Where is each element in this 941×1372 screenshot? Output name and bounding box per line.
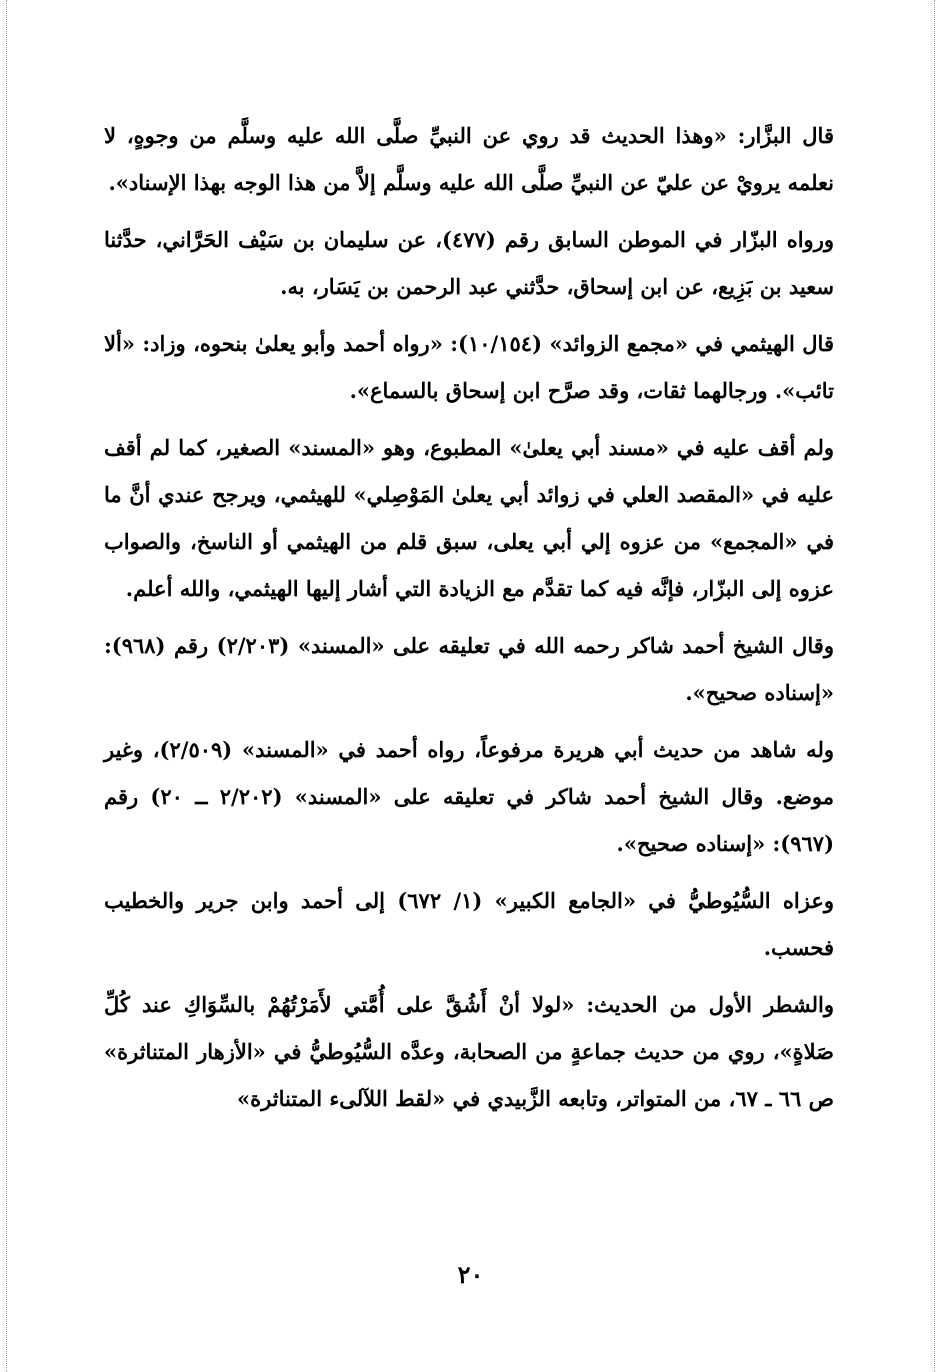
right-margin-guide [934,0,935,1372]
paragraph-suyuti-attribution: وعزاه السُّيُوطيُّ في «الجامع الكبير» (١/ ٦٧٢) إلى أحمد وابن جرير والخطيب فحسب. [104,888,834,960]
paragraph-abu-hurayra-witness: وله شاهد من حديث أبي هريرة مرفوعاً، رواه أحمد في «المسند» (٢/٥٠٩)، وغير موضع. وقال الشيخ أحمد شاكر في تعليقه على «المسند» (٢/٢٠٢ ــ ٢٠) رقم (٩٦٧): «إسناده صحيح». [104,737,834,856]
left-margin-guide [6,0,7,1372]
paragraph-haythami: قال الهيثمي في «مجمع الزوائد» (١٠/١٥٤): «رواه أحمد وأبو يعلىٰ بنحوه، وزاد: «ألا تائب». ورجالهما ثقات، وقد صرَّح ابن إسحاق بالسماع». [104,331,834,403]
body-text [104,112,834,1132]
paragraph-bazzar-narration: ورواه البزّار في الموطن السابق رقم (٤٧٧)، عن سليمان بن سَيْف الحَرَّاني، حدَّثنا سعيد بن بَزِيع، عن ابن إسحاق، حدَّثني عبد الرحمن بن يَسَار، به. [104,227,834,299]
paragraph-bazzar-quote: قال البزَّار: «وهذا الحديث قد روي عن النبيِّ صلَّى الله عليه وسلَّم من وجوهٍ، لا نعلمه يرويْ عن عليّ عن النبيِّ صلَّى الله عليه وسلَّم إلاَّ من هذا الوجه بهذا الإسناد». [104,123,834,195]
page-number: ٢٠ [457,1260,484,1289]
paragraph-siwak-hadith: والشطر الأول من الحديث: «لولا أنْ أَشُقَّ على أُمَّتي لأَمَرْتُهُمْ بالسِّوَاكِ عند كُلِّ صَلاةٍ»، روي من حديث جماعةٍ من الصحابة، وعدَّه السُّيُوطيُّ في «الأزهار المتناثرة» ص ٦٦ ـ ٦٧، من المتواتر، وتابعه الزَّبيدي في «لقط اللآلىء المتناثرة» [104,992,834,1111]
paragraph-abu-yala-note: ولم أقف عليه في «مسند أبي يعلىٰ» المطبوع، وهو «المسند» الصغير، كما لم أقف عليه في «المقصد العلي في زوائد أبي يعلىٰ المَوْصِلي» للهيثمي، ويرجح عندي أنَّ ما في «المجمع» من عزوه إلي أبي يعلى، سبق قلم من الهيثمي أو الناسخ، والصواب عزوه إلى البزّار، فإنَّه فيه كما تقدَّم مع الزيادة التي أشار إليها الهيثمي، والله أعلم. [104,435,834,601]
paragraph-shakir-note: وقال الشيخ أحمد شاكر رحمه الله في تعليقه على «المسند» (٢/٢٠٣) رقم (٩٦٨): «إسناده صحيح». [104,633,834,705]
